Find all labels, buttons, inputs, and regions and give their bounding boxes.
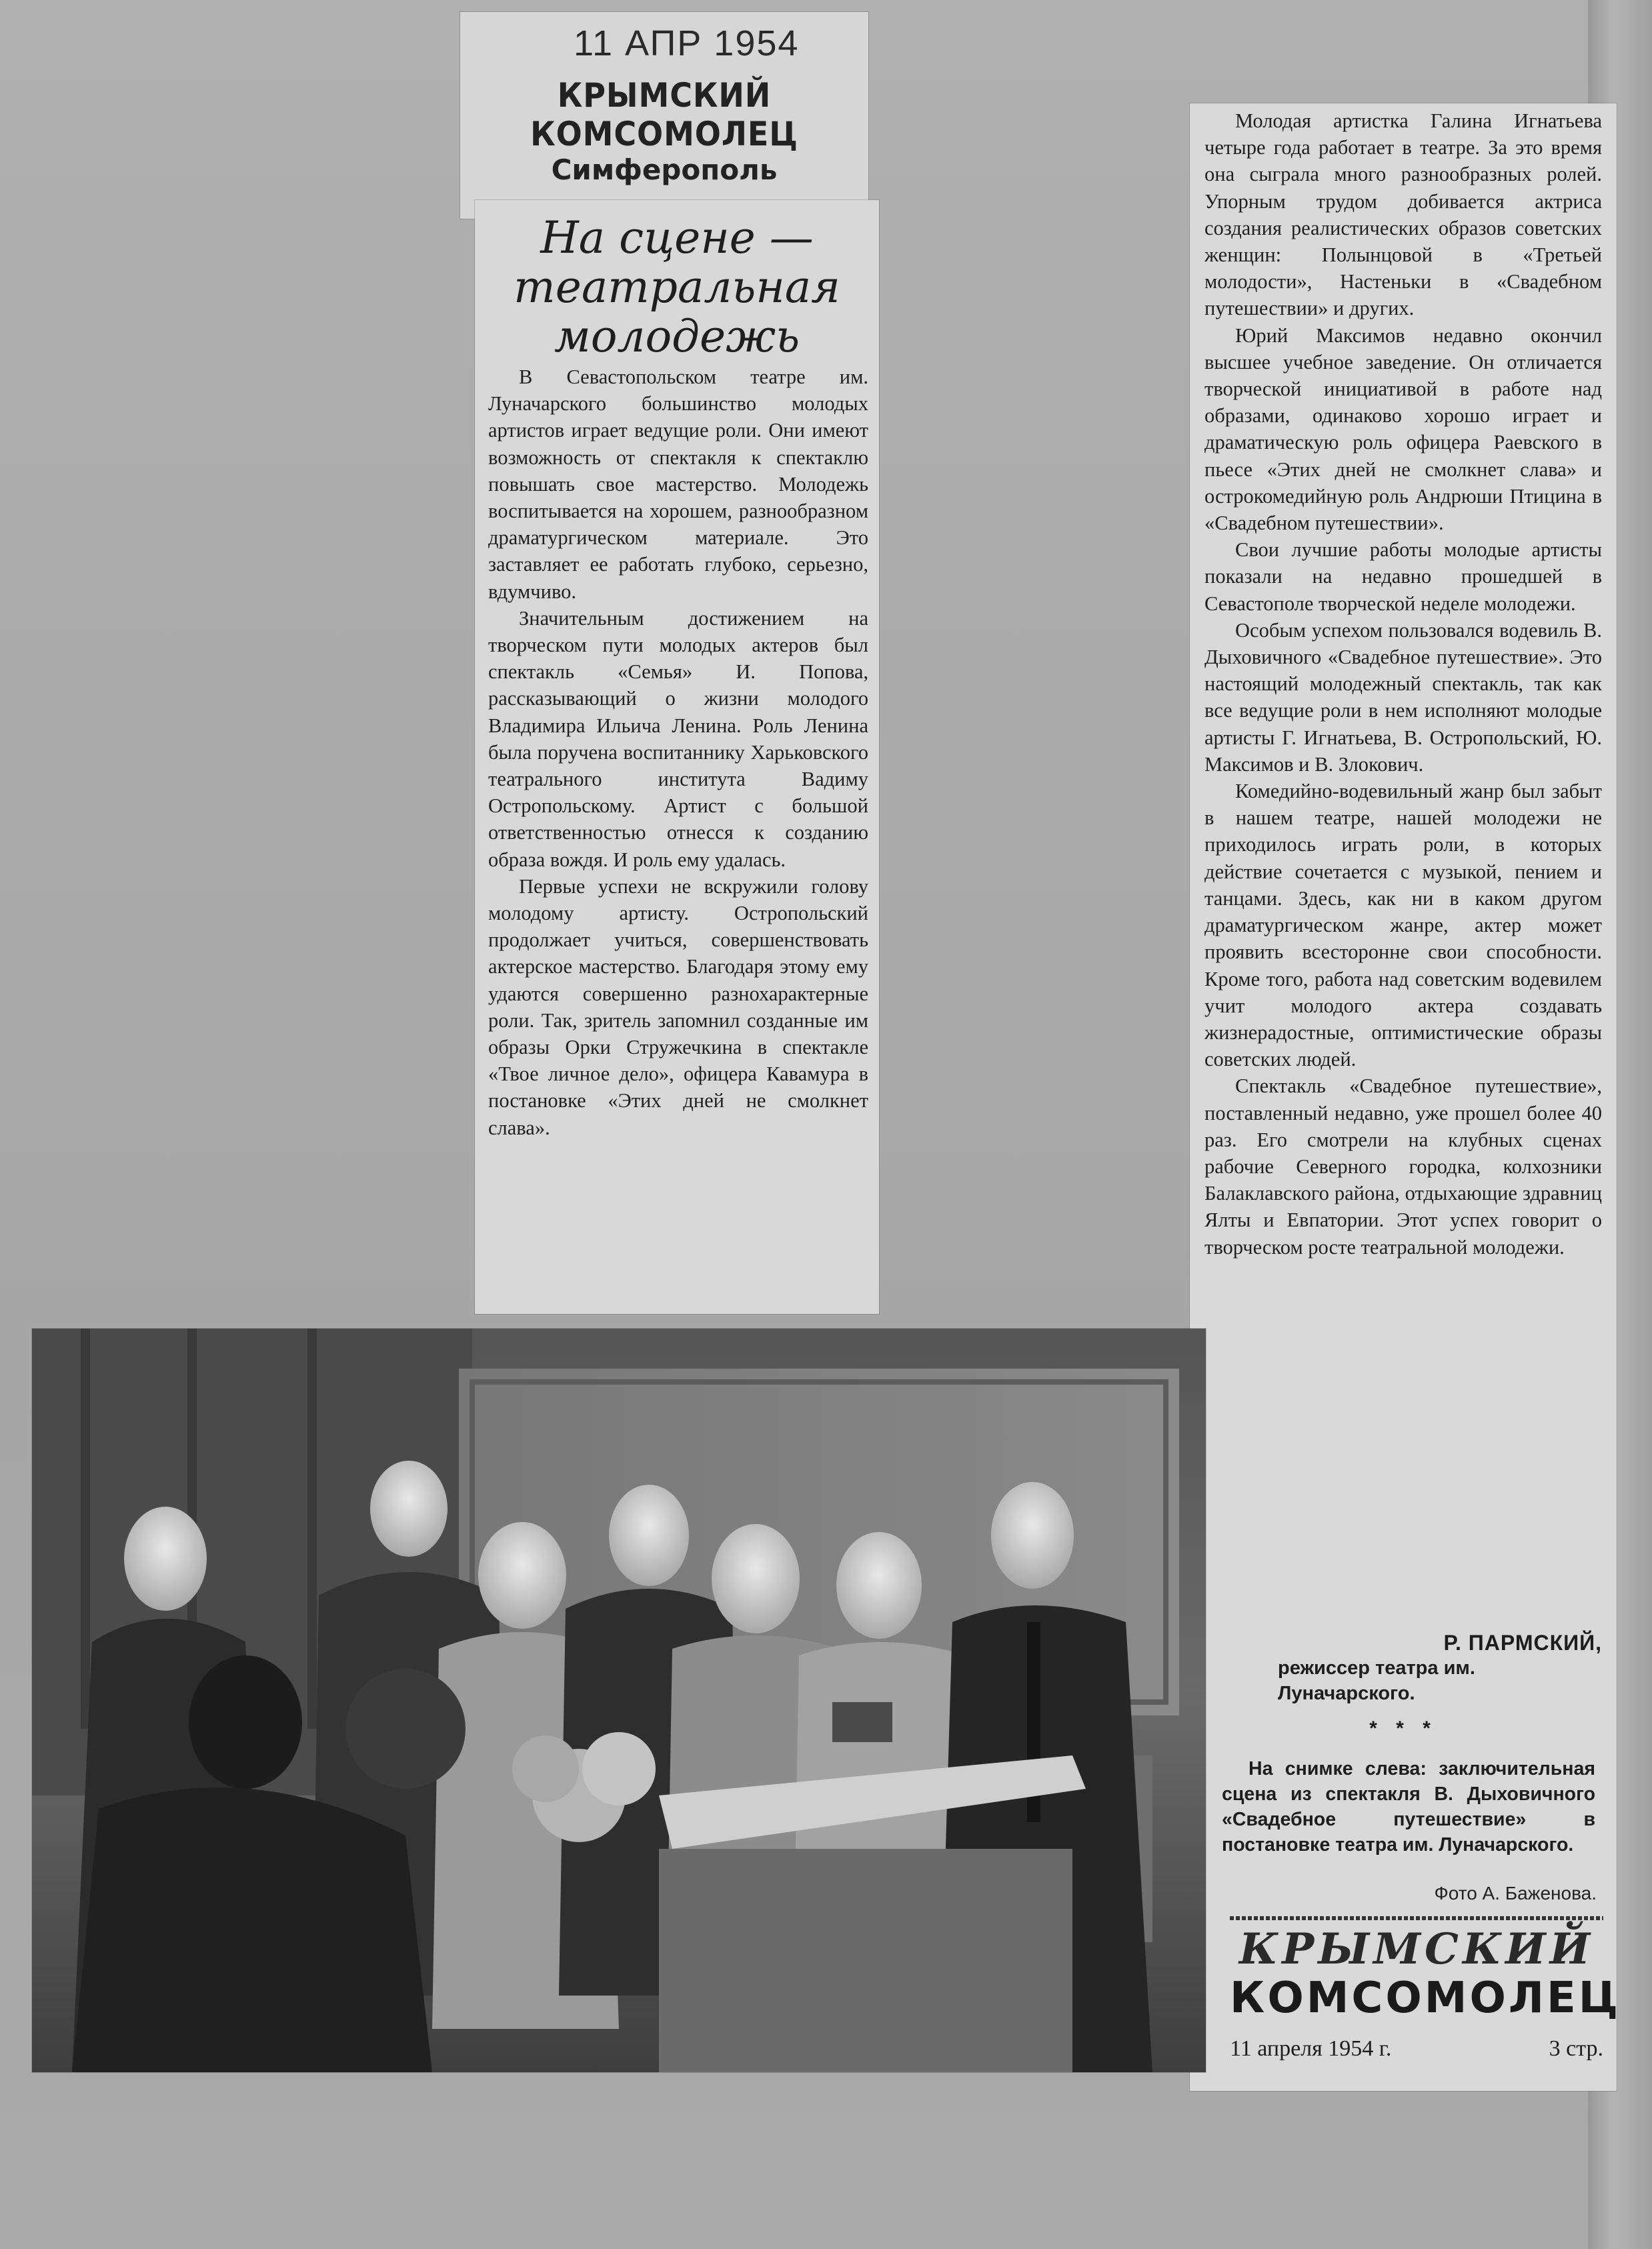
photo-caption-text: На снимке слева: заключительная сцена из спектакля В. Дыховичного «Свадебное путешествие» в постановке театра им. Луначарского. xyxy=(1222,1758,1595,1855)
page-number: 3 стр. xyxy=(1549,2036,1603,2061)
stamp-city: Симферополь xyxy=(551,153,778,186)
article-paragraph: Первые успехи не вскружили голову молодому артисту. Остропольский продолжает учиться, совершенствовать актерское мастерство. Благодаря этому ему удаются совершенно разнохарактерные роли. Так, зритель запомнил созданные им образы Орки Стружечкина в спектакле «Твое личное дело», офицера Кавамура в постановке «Этих дней не смолкнет слава». xyxy=(488,874,868,1139)
issue-date: 11 апреля 1954 г. xyxy=(1230,2036,1392,2061)
header-clipping xyxy=(460,12,868,219)
article-right-body xyxy=(1204,107,1602,1261)
author-role: режиссер театра им. Луначарского. xyxy=(1278,1657,1475,1704)
photo-credit: Фото А. Баженова. xyxy=(1434,1883,1597,1904)
article-right-clipping xyxy=(1190,103,1621,2091)
article-paragraph: Свои лучшие работы молодые артисты показали на недавно прошедшей в Севастополе творческой неделе молодежи. xyxy=(1204,538,1602,615)
author-signature xyxy=(1204,1631,1602,1706)
article-paragraph: Особым успехом пользовался водевиль В. Дыховичного «Свадебное путешествие». Это настоящий молодежный спектакль, так как все ведущие роли в нем исполняют молодые артисты Г. Игнатьева, В. Остропольский, Ю. Максимов и В. Злокович. xyxy=(1204,618,1602,776)
headline-line: На сцене — xyxy=(540,212,814,263)
stamp-date: 11 АПР 1954 xyxy=(574,23,800,63)
article-left-body xyxy=(488,363,868,1141)
article-left-clipping xyxy=(475,200,879,1314)
article-paragraph: Значительным достижением на творческом пути молодых актеров был спектакль «Семья» И. Попова, рассказывающий о жизни молодого Владимира Ильича Ленина. Роль Ленина была поручена воспитаннику Харьковского театрального института Вадиму Остропольскому. Артист с большой ответственностью отнесся к созданию образа вождя. И роль ему удалась. xyxy=(488,606,868,871)
photo-caption xyxy=(1222,1756,1595,1857)
article-headline xyxy=(475,213,879,361)
article-paragraph: Молодая артистка Галина Игнатьева четыре года работает в театре. За это время она сыграла много разнообразных ролей. Упорным трудом добивается актриса создания реалистических образов советских женщин: Полынцовой в «Третьей молодости», Настеньки в «Свадебном путешествии» и других. xyxy=(1204,109,1602,320)
stage-photo xyxy=(32,1329,1206,2072)
article-paragraph: Спектакль «Свадебное путешествие», поставленный недавно, уже прошел более 40 раз. Его смотрели на клубных сценах рабочие Северного городка, колхозники Балаклавского района, отдыхающие здравниц Ялты и Евпатории. Этот успех говорит о творческом росте театральной молодежи. xyxy=(1204,1074,1602,1259)
headline-line: молодежь xyxy=(554,311,800,362)
masthead-top: КРЫМСКИЙ xyxy=(1238,1924,1595,1974)
article-paragraph: Комедийно-водевильный жанр был забыт в нашем театре, нашей молодежи не приходилось играть роли, в которых действие сочетается с музыкой, пением и танцами. Здесь, как ни в каком другом драматургическом жанре, актер может проявить всесторонне свои способности. Кроме того, работа над советским водевилем учит молодого актера создавать жизнерадостные, оптимистические образы советских людей. xyxy=(1204,780,1602,1071)
section-separator: * * * xyxy=(1369,1717,1437,1739)
article-paragraph: Юрий Максимов недавно окончил высшее учебное заведение. Он отличается творческой инициативой в работе над образами, одинаково хорошо играет и драматическую роль офицера Раевского в пьесе «Этих дней не смолкнет слава» и острокомедийную роль Андрюши Птицина в «Свадебном путешествии». xyxy=(1204,323,1602,535)
author-name: Р. ПАРМСКИЙ, xyxy=(1443,1631,1602,1655)
stamp-newspaper-name: КРЫМСКИЙ КОМСОМОЛЕЦ xyxy=(530,76,798,153)
masthead-bottom: КОМСОМОЛЕЦ xyxy=(1230,1974,1621,2023)
headline-line: театральная xyxy=(514,261,840,313)
dotted-rule xyxy=(1230,1916,1603,1920)
article-paragraph: В Севастопольском театре им. Луначарского большинство молодых артистов играет ведущие роли. Они имеют возможность от спектакля к спектаклю повышать свое мастерство. Молодежь воспитывается на хорошем, разнообразном драматургическом материале. Это заставляет ее работать глубоко, серьезно, вдумчиво. xyxy=(488,365,868,603)
stage-photo-image xyxy=(32,1329,1206,2072)
